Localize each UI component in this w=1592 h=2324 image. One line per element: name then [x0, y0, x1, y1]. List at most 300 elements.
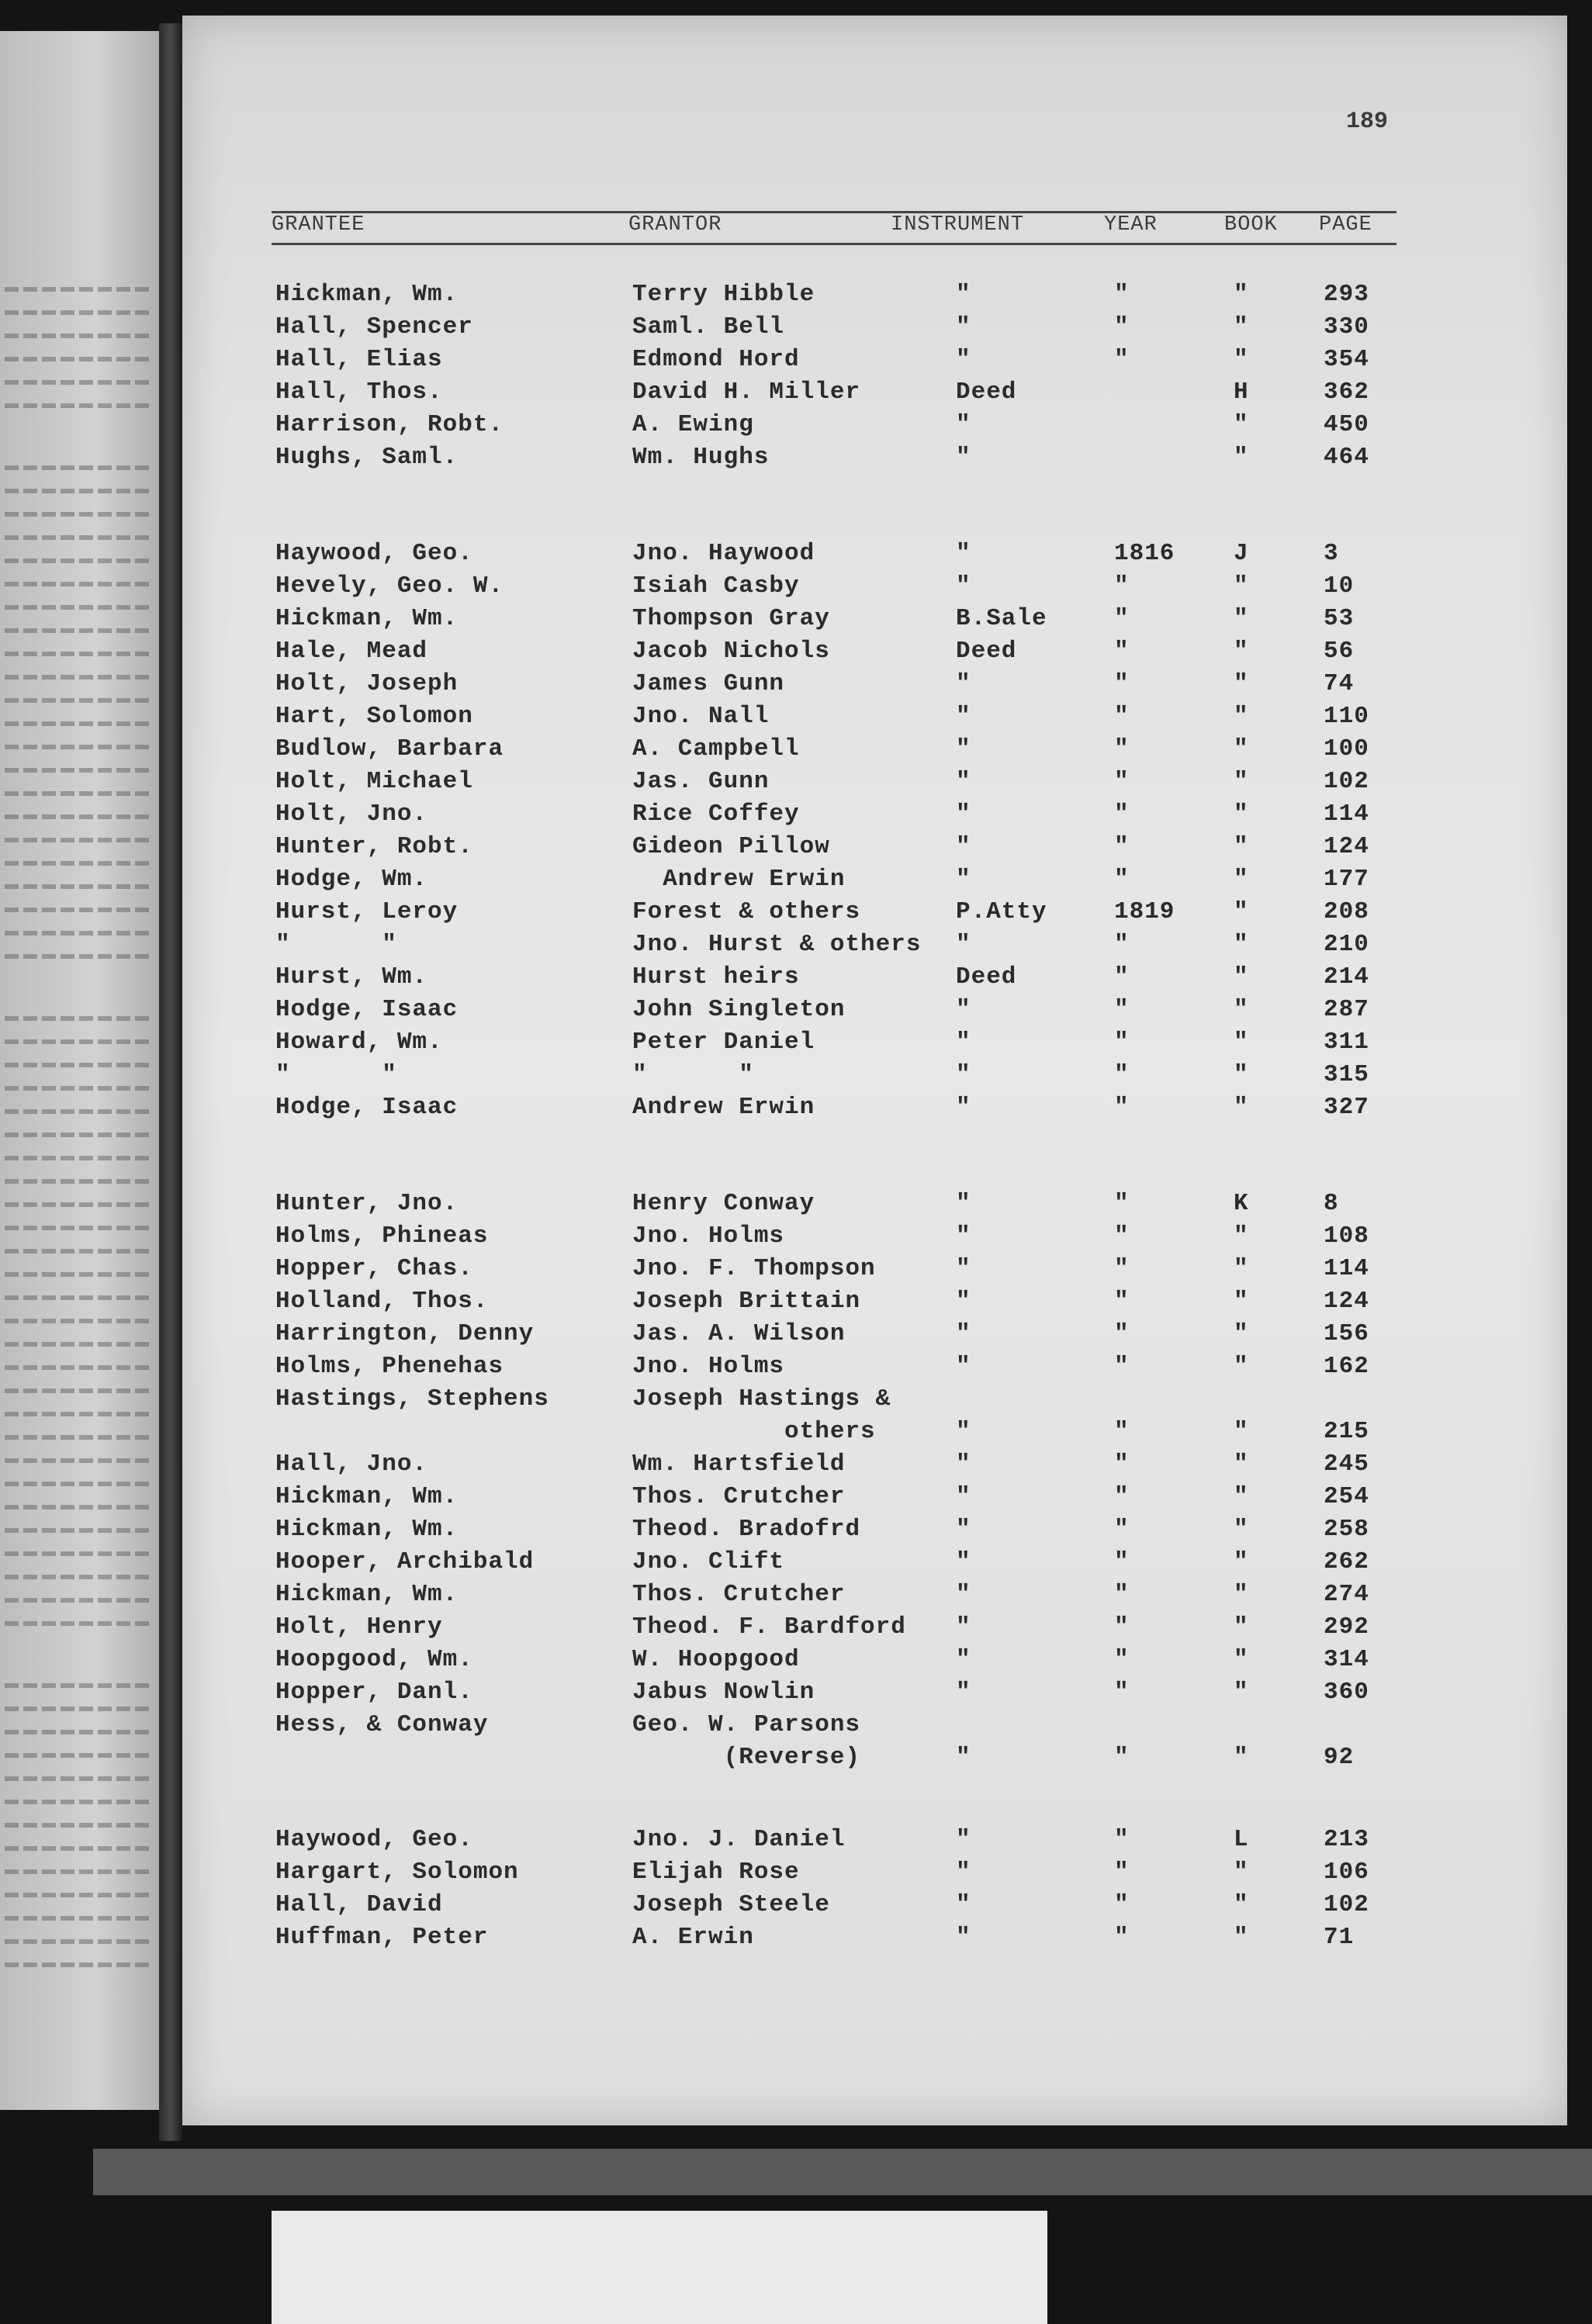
entry-grantee: Hickman, Wm. — [275, 1516, 459, 1543]
entry-grantee: Hoopgood, Wm. — [275, 1646, 473, 1673]
entry-page: 108 — [1324, 1223, 1369, 1250]
entry-year: 1819 — [1114, 898, 1175, 925]
entry-page: 100 — [1324, 735, 1369, 763]
entry-page: 210 — [1324, 931, 1369, 958]
entry-grantor: Saml. Bell — [632, 313, 785, 341]
entry-row — [0, 1679, 1592, 1710]
entry-instrument: " — [956, 996, 971, 1023]
entry-grantee: Hastings, Stephens — [275, 1385, 549, 1413]
entry-page: 258 — [1324, 1516, 1369, 1543]
entry-grantor: Joseph Steele — [632, 1891, 830, 1918]
entry-row — [0, 313, 1592, 344]
entry-year: " — [1114, 638, 1130, 665]
entry-page: 314 — [1324, 1646, 1369, 1673]
entry-grantor: Geo. W. Parsons — [632, 1711, 861, 1738]
entry-row — [0, 931, 1592, 962]
entry-row — [0, 1451, 1592, 1482]
entry-year: " — [1114, 1581, 1130, 1608]
entry-row — [0, 1646, 1592, 1677]
entry-grantee: " " — [275, 1061, 397, 1088]
entry-page: 56 — [1324, 638, 1355, 665]
entry-grantor: Isiah Casby — [632, 572, 800, 600]
entry-book: " — [1234, 1581, 1249, 1608]
entry-grantor: Thompson Gray — [632, 605, 830, 632]
entry-page: 74 — [1324, 670, 1355, 697]
entry-year: " — [1114, 735, 1130, 763]
entry-year: " — [1114, 281, 1130, 308]
entry-row — [0, 1255, 1592, 1286]
entry-year: " — [1114, 1288, 1130, 1315]
entry-grantee: Hickman, Wm. — [275, 605, 459, 632]
entry-year: " — [1114, 1418, 1130, 1445]
entry-year: " — [1114, 605, 1130, 632]
entry-grantor: Wm. Hartsfield — [632, 1451, 846, 1478]
entry-row — [0, 801, 1592, 832]
entry-row — [0, 605, 1592, 636]
entry-grantee: Holms, Phineas — [275, 1223, 489, 1250]
entry-page: 287 — [1324, 996, 1369, 1023]
entry-grantor: James Gunn — [632, 670, 785, 697]
entry-grantor: Jno. F. Thompson — [632, 1255, 876, 1282]
entry-page: 114 — [1324, 1255, 1369, 1282]
entry-book: " — [1234, 931, 1249, 958]
entry-book: " — [1234, 1094, 1249, 1121]
entry-grantee: Hall, David — [275, 1891, 443, 1918]
entry-instrument: " — [956, 866, 971, 893]
entry-book: " — [1234, 1516, 1249, 1543]
entry-book: " — [1234, 735, 1249, 763]
entry-row — [0, 1859, 1592, 1890]
entry-year: " — [1114, 1451, 1130, 1478]
entry-grantor: Elijah Rose — [632, 1859, 800, 1886]
entry-book: " — [1234, 963, 1249, 991]
header-year: YEAR — [1104, 213, 1158, 237]
entry-grantee: Hall, Thos. — [275, 379, 443, 406]
entry-year: " — [1114, 1483, 1130, 1510]
entry-instrument: " — [956, 1646, 971, 1673]
entry-grantee: Hopper, Danl. — [275, 1679, 473, 1706]
entry-page: 53 — [1324, 605, 1355, 632]
entry-grantee: Hart, Solomon — [275, 703, 473, 730]
entry-row — [0, 411, 1592, 442]
entry-book: " — [1234, 346, 1249, 373]
entry-grantee: Hickman, Wm. — [275, 1581, 459, 1608]
header-book: BOOK — [1224, 213, 1278, 237]
entry-page: 3 — [1324, 540, 1339, 567]
entry-grantor: Gideon Pillow — [632, 833, 830, 860]
entry-grantor: Jno. Hurst & others — [632, 931, 922, 958]
entry-page: 292 — [1324, 1613, 1369, 1641]
entry-book: " — [1234, 1255, 1249, 1282]
entry-row — [0, 735, 1592, 766]
entry-book: " — [1234, 1859, 1249, 1886]
entry-page: 177 — [1324, 866, 1369, 893]
entry-book: " — [1234, 638, 1249, 665]
entry-year: " — [1114, 996, 1130, 1023]
entry-year: " — [1114, 670, 1130, 697]
entry-row — [0, 1483, 1592, 1514]
entry-grantor: W. Hoopgood — [632, 1646, 800, 1673]
entry-row — [0, 1288, 1592, 1319]
entry-instrument: Deed — [956, 379, 1017, 406]
entry-row — [0, 1223, 1592, 1254]
entry-row — [0, 768, 1592, 799]
entry-row — [0, 1581, 1592, 1612]
entry-page: 362 — [1324, 379, 1369, 406]
entry-book: " — [1234, 898, 1249, 925]
entry-grantor: Andrew Erwin — [632, 866, 846, 893]
entry-row — [0, 1061, 1592, 1092]
entry-page: 92 — [1324, 1744, 1355, 1771]
entry-grantee: Harrington, Denny — [275, 1320, 535, 1347]
entry-page: 124 — [1324, 1288, 1369, 1315]
entry-grantee: Hodge, Wm. — [275, 866, 428, 893]
entry-instrument: " — [956, 1483, 971, 1510]
entry-page: 71 — [1324, 1924, 1355, 1951]
entry-page: 10 — [1324, 572, 1355, 600]
entry-book: " — [1234, 605, 1249, 632]
entry-year: " — [1114, 1320, 1130, 1347]
entry-instrument: " — [956, 1924, 971, 1951]
entry-grantee: Hall, Spencer — [275, 313, 473, 341]
entry-row — [0, 540, 1592, 571]
entry-year: " — [1114, 1353, 1130, 1380]
entry-book: " — [1234, 703, 1249, 730]
entry-book: " — [1234, 281, 1249, 308]
entry-instrument: " — [956, 281, 971, 308]
entry-year: " — [1114, 1826, 1130, 1853]
entry-page: 327 — [1324, 1094, 1369, 1121]
entry-grantee: Holt, Michael — [275, 768, 473, 795]
entry-grantor: A. Campbell — [632, 735, 800, 763]
entry-grantee: Holt, Joseph — [275, 670, 459, 697]
entry-instrument: " — [956, 1516, 971, 1543]
header-instrument: INSTRUMENT — [891, 213, 1025, 237]
entry-grantee: Huffman, Peter — [275, 1924, 489, 1951]
entry-grantor: David H. Miller — [632, 379, 861, 406]
entry-grantee: Hooper, Archibald — [275, 1548, 535, 1575]
entry-book: " — [1234, 1744, 1249, 1771]
entry-book: " — [1234, 670, 1249, 697]
entry-grantee: Hunter, Robt. — [275, 833, 473, 860]
entry-book: L — [1234, 1826, 1249, 1853]
entry-grantor: Peter Daniel — [632, 1029, 815, 1056]
entry-instrument: " — [956, 1451, 971, 1478]
entry-page: 162 — [1324, 1353, 1369, 1380]
entry-row — [0, 638, 1592, 669]
entry-grantor: Hurst heirs — [632, 963, 800, 991]
entry-instrument: " — [956, 703, 971, 730]
entry-instrument: " — [956, 1581, 971, 1608]
entry-grantee: Budlow, Barbara — [275, 735, 504, 763]
entry-row — [0, 281, 1592, 312]
entry-book: " — [1234, 1320, 1249, 1347]
entry-year: " — [1114, 313, 1130, 341]
entry-year: " — [1114, 963, 1130, 991]
entry-instrument: " — [956, 1061, 971, 1088]
entry-instrument: " — [956, 833, 971, 860]
entry-page: 156 — [1324, 1320, 1369, 1347]
entry-instrument: " — [956, 1418, 971, 1445]
entry-row — [0, 963, 1592, 994]
entry-year: " — [1114, 1891, 1130, 1918]
entry-grantor: Jno. J. Daniel — [632, 1826, 846, 1853]
entry-instrument: " — [956, 313, 971, 341]
entry-book: " — [1234, 833, 1249, 860]
entry-row — [0, 1711, 1592, 1742]
entry-grantee: Hickman, Wm. — [275, 281, 459, 308]
entry-grantor: " " — [632, 1061, 754, 1088]
entry-instrument: " — [956, 1744, 971, 1771]
entry-row — [0, 346, 1592, 377]
entry-grantee: Haywood, Geo. — [275, 540, 473, 567]
entry-instrument: " — [956, 931, 971, 958]
entry-row — [0, 1548, 1592, 1579]
entry-grantee: Holland, Thos. — [275, 1288, 489, 1315]
entry-grantee: Hopper, Chas. — [275, 1255, 473, 1282]
entry-instrument: " — [956, 1548, 971, 1575]
entry-grantee: Hunter, Jno. — [275, 1190, 459, 1217]
entry-row — [0, 379, 1592, 410]
entry-grantor: Wm. Hughs — [632, 444, 770, 471]
entry-year: " — [1114, 1613, 1130, 1641]
entry-book: " — [1234, 1613, 1249, 1641]
entry-book: " — [1234, 411, 1249, 438]
entry-book: " — [1234, 1924, 1249, 1951]
entry-book: K — [1234, 1190, 1249, 1217]
entry-book: " — [1234, 1451, 1249, 1478]
entry-book: " — [1234, 1288, 1249, 1315]
entry-grantee: Hargart, Solomon — [275, 1859, 519, 1886]
entry-page: 8 — [1324, 1190, 1339, 1217]
entry-year: " — [1114, 1548, 1130, 1575]
entry-page: 330 — [1324, 313, 1369, 341]
entry-book: J — [1234, 540, 1249, 567]
entry-grantor: Jno. Clift — [632, 1548, 785, 1575]
entry-row — [0, 1320, 1592, 1351]
entry-instrument: " — [956, 1353, 971, 1380]
entry-instrument: " — [956, 1859, 971, 1886]
page-number: 189 — [1346, 109, 1389, 135]
entry-instrument: " — [956, 1679, 971, 1706]
entry-instrument: Deed — [956, 638, 1017, 665]
entry-instrument: " — [956, 346, 971, 373]
entry-year: " — [1114, 931, 1130, 958]
entry-book: " — [1234, 1483, 1249, 1510]
entry-grantee: Hale, Mead — [275, 638, 428, 665]
entry-instrument: " — [956, 1320, 971, 1347]
entry-instrument: B.Sale — [956, 605, 1047, 632]
entry-instrument: " — [956, 1613, 971, 1641]
entry-grantor: others — [632, 1418, 876, 1445]
header-page: PAGE — [1319, 213, 1372, 237]
entry-instrument: " — [956, 801, 971, 828]
entry-book: " — [1234, 1646, 1249, 1673]
entry-book: " — [1234, 572, 1249, 600]
entry-page: 114 — [1324, 801, 1369, 828]
entry-grantor: Jno. Nall — [632, 703, 770, 730]
entry-row — [0, 1094, 1592, 1125]
entry-book: " — [1234, 1353, 1249, 1380]
entry-page: 102 — [1324, 768, 1369, 795]
entry-grantee: Hodge, Isaac — [275, 996, 459, 1023]
entry-grantee: " " — [275, 931, 397, 958]
entry-book: " — [1234, 1891, 1249, 1918]
entry-page: 262 — [1324, 1548, 1369, 1575]
entry-instrument: " — [956, 540, 971, 567]
entry-grantor: Henry Conway — [632, 1190, 815, 1217]
entry-year: " — [1114, 572, 1130, 600]
entry-book: " — [1234, 444, 1249, 471]
entry-year: " — [1114, 1061, 1130, 1088]
entry-instrument: " — [956, 1223, 971, 1250]
entry-page: 106 — [1324, 1859, 1369, 1886]
entry-book: " — [1234, 866, 1249, 893]
entry-row — [0, 1418, 1592, 1449]
entry-page: 102 — [1324, 1891, 1369, 1918]
entry-book: " — [1234, 1029, 1249, 1056]
entry-instrument: " — [956, 444, 971, 471]
entry-grantee: Hodge, Isaac — [275, 1094, 459, 1121]
entry-page: 354 — [1324, 346, 1369, 373]
entry-grantor: Andrew Erwin — [632, 1094, 815, 1121]
entry-row — [0, 1353, 1592, 1384]
entry-row — [0, 1744, 1592, 1775]
entry-page: 254 — [1324, 1483, 1369, 1510]
entry-book: " — [1234, 1679, 1249, 1706]
entry-row — [0, 1613, 1592, 1644]
entry-page: 110 — [1324, 703, 1369, 730]
entry-book: " — [1234, 996, 1249, 1023]
entry-instrument: " — [956, 1288, 971, 1315]
entry-year: " — [1114, 768, 1130, 795]
entry-book: " — [1234, 313, 1249, 341]
entry-instrument: " — [956, 411, 971, 438]
entry-grantee: Holt, Henry — [275, 1613, 443, 1641]
entry-row — [0, 1891, 1592, 1922]
entry-instrument: " — [956, 1255, 971, 1282]
entry-grantor: Jno. Haywood — [632, 540, 815, 567]
entry-grantor: Joseph Brittain — [632, 1288, 861, 1315]
entry-row — [0, 444, 1592, 475]
entry-row — [0, 1385, 1592, 1416]
entry-instrument: " — [956, 572, 971, 600]
entry-page: 274 — [1324, 1581, 1369, 1608]
entry-book: " — [1234, 1548, 1249, 1575]
entry-page: 464 — [1324, 444, 1369, 471]
entry-grantor: Rice Coffey — [632, 801, 800, 828]
entry-year: " — [1114, 1223, 1130, 1250]
entry-grantor: Forest & others — [632, 898, 861, 925]
entry-page: 208 — [1324, 898, 1369, 925]
entry-grantor: John Singleton — [632, 996, 846, 1023]
entry-grantor: Jas. Gunn — [632, 768, 770, 795]
header-grantor: GRANTOR — [628, 213, 722, 237]
entry-year: " — [1114, 346, 1130, 373]
entry-year: " — [1114, 833, 1130, 860]
entry-row — [0, 1029, 1592, 1060]
entry-instrument: " — [956, 768, 971, 795]
entry-year: " — [1114, 1744, 1130, 1771]
entry-page: 214 — [1324, 963, 1369, 991]
entry-row — [0, 703, 1592, 734]
entry-page: 360 — [1324, 1679, 1369, 1706]
entry-grantee: Holt, Jno. — [275, 801, 428, 828]
entry-grantee: Hall, Jno. — [275, 1451, 428, 1478]
entry-grantor: Jno. Holms — [632, 1353, 785, 1380]
entry-grantor: Jas. A. Wilson — [632, 1320, 846, 1347]
entry-grantor: A. Ewing — [632, 411, 754, 438]
entry-instrument: " — [956, 1190, 971, 1217]
entry-grantor: Thos. Crutcher — [632, 1483, 846, 1510]
entry-year: " — [1114, 1679, 1130, 1706]
entry-year: " — [1114, 1924, 1130, 1951]
entry-page: 311 — [1324, 1029, 1369, 1056]
entry-grantee: Hurst, Leroy — [275, 898, 459, 925]
entry-year: " — [1114, 1190, 1130, 1217]
entry-year: " — [1114, 1859, 1130, 1886]
entry-year: " — [1114, 1255, 1130, 1282]
entry-instrument: Deed — [956, 963, 1017, 991]
entry-grantor: Jacob Nichols — [632, 638, 830, 665]
entry-page: 124 — [1324, 833, 1369, 860]
entry-grantor: Terry Hibble — [632, 281, 815, 308]
entry-row — [0, 1516, 1592, 1547]
entry-book: " — [1234, 1223, 1249, 1250]
entry-year: " — [1114, 866, 1130, 893]
entry-instrument: P.Atty — [956, 898, 1047, 925]
entry-year: " — [1114, 1646, 1130, 1673]
entry-instrument: " — [956, 1094, 971, 1121]
entry-instrument: " — [956, 1891, 971, 1918]
entry-page: 293 — [1324, 281, 1369, 308]
entry-row — [0, 1924, 1592, 1955]
entry-page: 450 — [1324, 411, 1369, 438]
entry-page: 315 — [1324, 1061, 1369, 1088]
entry-book: " — [1234, 1061, 1249, 1088]
header-grantee: GRANTEE — [272, 213, 365, 237]
entry-grantee: Hall, Elias — [275, 346, 443, 373]
entry-grantee: Haywood, Geo. — [275, 1826, 473, 1853]
entry-year: " — [1114, 1516, 1130, 1543]
entry-year: " — [1114, 1029, 1130, 1056]
entry-page: 245 — [1324, 1451, 1369, 1478]
entry-instrument: " — [956, 1826, 971, 1853]
entry-year: " — [1114, 703, 1130, 730]
entry-row — [0, 866, 1592, 897]
entry-row — [0, 670, 1592, 701]
entry-grantor: Thos. Crutcher — [632, 1581, 846, 1608]
entry-year: " — [1114, 1094, 1130, 1121]
entry-grantee: Hickman, Wm. — [275, 1483, 459, 1510]
entry-grantee: Holms, Phenehas — [275, 1353, 504, 1380]
entry-row — [0, 1826, 1592, 1857]
entry-page: 213 — [1324, 1826, 1369, 1853]
entry-grantee: Hevely, Geo. W. — [275, 572, 504, 600]
entry-grantee: Howard, Wm. — [275, 1029, 443, 1056]
entry-book: " — [1234, 801, 1249, 828]
entry-grantee: Harrison, Robt. — [275, 411, 504, 438]
entry-grantor: Joseph Hastings & — [632, 1385, 891, 1413]
entry-book: " — [1234, 1418, 1249, 1445]
entry-grantor: Jno. Holms — [632, 1223, 785, 1250]
entry-grantee: Hughs, Saml. — [275, 444, 459, 471]
entry-row — [0, 833, 1592, 864]
entry-year: 1816 — [1114, 540, 1175, 567]
entry-book: H — [1234, 379, 1249, 406]
entry-grantor: (Reverse) — [632, 1744, 861, 1771]
entry-row — [0, 996, 1592, 1027]
